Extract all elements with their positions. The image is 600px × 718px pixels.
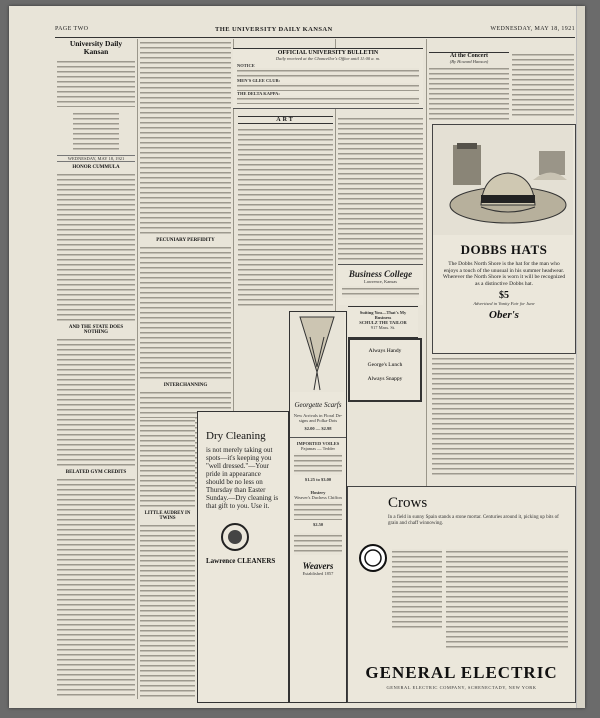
hosiery-copy [294,502,342,520]
bulletin-title: OFFICIAL UNIVERSITY BULLETIN [233,48,423,56]
dry-cleaning-title: Dry Cleaning [206,430,266,442]
university-bulletin [233,48,423,109]
lunch-line: Always Handy [368,348,402,354]
article-column [512,52,574,122]
article-column [140,418,195,698]
article-body [238,127,333,306]
dobbs-price: $5 [499,290,509,301]
article-body [140,418,195,508]
dobbs-title: DOBBS HATS [460,242,548,257]
bulletin-subtitle: Daily received at the Chancellor's Office until 11:00 a. m. [275,56,381,61]
editor-list [73,111,120,151]
georgette-line: signs and Polka-Dots [298,418,338,423]
ge-body-copy [446,549,568,649]
headline: PECUNIARY PERFIDITY [156,238,215,243]
weavers-established: Established 1857 [302,571,334,576]
dobbs-copy: The Dobbs North Shore is the hat for the man who enjoys a touch of the unusual in his summer headwear. Wherever the North Shore is worn it will be recognized as a distinctive Dobbs hat. [442,261,566,287]
concert-heading: At the Concert [429,52,509,59]
article-body [57,337,135,467]
page-number: PAGE TWO [55,26,89,32]
voiles-line: Pajamas — Tedder [300,446,336,451]
general-electric-ad [347,486,576,703]
georgette-price: $2.00 — $2.98 [304,426,332,431]
voiles-price: $1.25 to $3.00 [304,477,332,482]
column-rule [137,39,138,699]
georgette-title: Georgette Scarfs [294,401,342,409]
article-body [140,40,231,235]
concert-column [429,52,509,122]
notice-body [237,83,419,91]
notice-body [237,68,419,78]
bulletin-notice: MEN'S GLEE CLUB: [237,78,281,83]
business-college-city: Lawrence, Kansas [364,279,397,284]
bulletin-notice: NOTICE [237,63,255,68]
georgette-line: New Arrivals in Floral De- [293,413,343,418]
newspaper-page [9,6,585,708]
business-college-name: Business College [348,269,413,279]
voiles-copy [294,453,342,475]
weavers-logo: Weavers [302,561,334,571]
editorial-column [57,40,135,700]
dry-cleaning-ad [197,411,289,703]
schulz-tailor-ad [348,306,418,338]
dobbs-tagline: Advertised in Vanity Fair for June [473,301,535,306]
obers-logo: Ober's [489,309,519,321]
paper-title: THE UNIVERSITY DAILY KANSAN [215,26,333,33]
article-body [57,172,135,322]
concert-byline: (By Howard Hanson) [449,59,489,64]
article-body [338,116,423,262]
article-body [140,245,231,380]
article-body [57,477,135,697]
headline: BELATED GYM CREDITS [65,470,127,475]
georges-lunch-ad [348,338,422,402]
notice-body [237,96,419,104]
hosiery-heading: Hosiery [310,490,326,495]
hat-illustration-icon [433,125,573,235]
bulletin-notice: THE DELTA KAPPA: [237,91,280,96]
art-heading: ART [238,116,333,124]
cleaners-seal-icon [220,522,250,552]
schulz-line: Business [374,315,392,320]
georgette-weavers-ad [289,311,347,703]
dry-cleaning-copy: is not merely taking out spots—it's keeping you "well dressed."—Your pride in appearance should be no less on Thursday than Easter Sunday.—Dry cleaning is that gift to you. Use it. [206,446,279,510]
headline: INTERCHANNING [163,383,208,388]
article-body [429,66,509,121]
ge-logo: GENERAL ELECTRIC [365,663,558,682]
ge-monogram-icon [358,543,388,573]
masthead-rule [55,37,575,38]
lunch-line: Always Snappy [367,376,403,382]
staff-box [57,59,135,107]
business-college-ad [338,264,423,305]
masthead [55,26,575,36]
art-column [238,116,333,306]
dobbs-hats-ad [432,124,576,354]
hosiery-line: Weaver's Duchess Chiffon [294,495,342,500]
hosiery-copy [294,533,342,555]
article-body [512,52,574,118]
schulz-line: Suiting You—That's My [359,310,407,315]
ge-side-copy [392,549,442,629]
headline: AND THE STATE DOES NOTHING [68,325,124,335]
scarf-illustration-icon [290,312,344,392]
headline: LITTLE AUDREY IN TWINS [144,511,191,521]
crows-copy: In a field in sunny Spain stands a stone mortar. Centuries around it, picking up bits of grain and chaff winnowing. [388,515,559,526]
headline: HONOR CUMMULA [72,165,120,170]
hosiery-price: $2.50 [312,522,324,527]
page-edge [576,6,585,708]
article-column [432,356,574,482]
ge-company: GENERAL ELECTRIC COMPANY, SCHENECTADY, NEW YORK [386,685,537,690]
editorial-date: WEDNESDAY, MAY 18, 1921 [57,155,135,162]
voiles-heading: IMPORTED VOILES [290,437,346,446]
crows-title: Crows [388,495,428,511]
cleaners-logo: Lawrence CLEANERS [206,557,276,565]
lunch-name: George's Lunch [367,362,403,368]
article-body [432,356,574,476]
article-body [140,523,195,698]
paper-nameplate: University Daily Kansan [69,40,123,56]
issue-date: WEDNESDAY, MAY 18, 1921 [490,26,575,32]
schulz-name: SCHULZ THE TAILOR [359,320,407,325]
schulz-address: 917 Mass. St. [370,325,396,330]
business-college-copy [342,286,419,298]
